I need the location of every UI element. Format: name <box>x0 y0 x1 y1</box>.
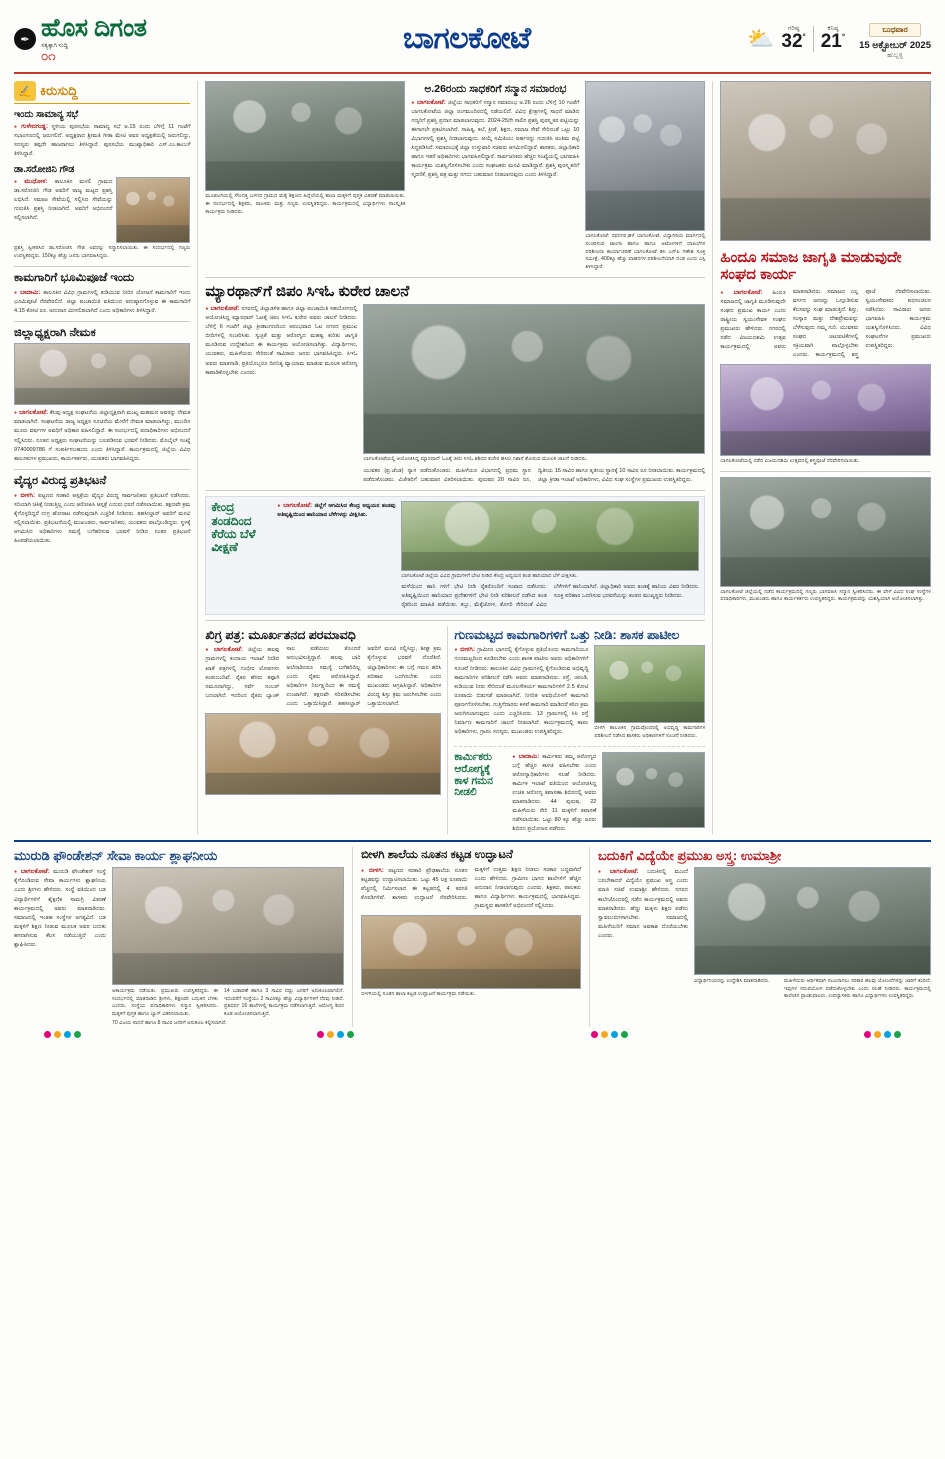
left-story-4 <box>14 475 190 547</box>
masthead <box>14 12 931 74</box>
bottom-2-caption: ಬೀಳಗಿಯಲ್ಲಿ ನೂತನ ಶಾಲಾ ಕಟ್ಟಡ ಉದ್ಘಾಟನೆ ಕಾರ್ಯಕ್ರಮ ನಡೆಯಿತು. <box>361 990 476 997</box>
bottom-3-text-col <box>598 867 688 1000</box>
temp-max-value: 32 <box>781 31 803 53</box>
kendra-text: ಮಳೆಯಿಂದ ಹಾನಿ ಗಳಿಗೆ ಭೇಟಿ ನೀಡಿ ರೈತರೊಂದಿಗೆ ಸಂವಾದ ನಡೆಸಿದರು. ಅತಿವೃಷ್ಟಿಯಿಂದ ಹಾನಿಯಾದ ಪ್ರದೇಶಗಳಿಗೆ ಭೇಟಿ ನೀಡಿ ಪರಿಶೀಲನೆ ನಡೆಸಿದ ತಂಡ ರೈತರಿಂದ ಮಾಹಿತಿ ಪಡೆಯಿತು. ಕಬ್ಬು, ಮೆಕ್ಕೆಜೋಳ, ತೊಗರಿ ಸೇರಿದಂತೆ ವಿವಿಧ ಬೆಳೆಗಳಿಗೆ ಹಾನಿಯಾಗಿದೆ. ಜಿಲ್ಲಾಧಿಕಾರಿ ಅವರು ತಂಡಕ್ಕೆ ಹಾನಿಯ ವಿವರ ನೀಡಿದರು. ಸೂಕ್ತ ಪರಿಹಾರ ಒದಗಿಸುವ ಭರವಸೆಯನ್ನು ತಂಡದ ಮುಖ್ಯಸ್ಥರು ನೀಡಿದರು. <box>401 583 700 609</box>
bottom-1-cap-b: 14 ಬಡಾವಣೆ ಹಾಗೂ 3 ಸಾವಿರ ದಷ್ಟು ಜನರಿಗೆ ಅನುಕೂಲವಾಗಲಿದೆ. ಇದುವರೆಗೆ ಸಂಸ್ಥೆಯು 2 ಸಾವಿರಕ್ಕೂ ಹೆಚ್ಚು ವಿದ್ಯಾರ್ಥಿಗಳಿಗೆ ನೆರವು ನೀಡಿದೆ. ಪ್ರತಿವರ್ಷ 16 ಶಾಲೆಗಳಲ್ಲಿ ಕಾರ್ಯಕ್ರಮ ನಡೆಸಲಾಗುತ್ತಿದೆ. ಆರೋಗ್ಯ ಶಿಬಿರ ಕೂಡ ಆಯೋಜಿಸಲಾಗುತ್ತಿದೆ. <box>224 988 344 1017</box>
bottom-3-kicker: ● ಬಾಗಲಕೋಟೆ: <box>598 868 639 875</box>
hindu-body <box>720 288 931 360</box>
date-block <box>859 18 931 61</box>
group-photo-caption: ಮೂಡಲಗಿಯಲ್ಲಿ ಸೌಂದತ್ತಿ ಬಳಗದ ಗ್ರಾಮದ ಮಕ್ಕೆ ಶಿಕ್ಷಣದ ಹಿನ್ನೆಲೆಯಲ್ಲಿ ಶಾಲಾ ಮಕ್ಕಳಿಗೆ ಪುಸ್ತಕ ವಿತರಣೆ ಮಾಡಲಾಯಿತು. ಈ ಸಂದರ್ಭದಲ್ಲಿ ಶಿಕ್ಷಕರು, ಪಾಲಕರು ಮತ್ತು ಗಣ್ಯರು ಉಪಸ್ಥಿತರಿದ್ದರು. ಕಾರ್ಯಕ್ರಮದಲ್ಲಿ ವಿದ್ಯಾರ್ಥಿಗಳು ಸಾಂಸ್ಕೃತಿಕ ಕಾರ್ಯಕ್ರಮ ನೀಡಿದರು. <box>205 193 406 215</box>
publication-logo[interactable] <box>14 16 147 62</box>
bottom-1-text-col <box>14 867 106 1027</box>
left-story-4-title: ವೈದ್ಯರ ವಿರುದ್ಧ ಪ್ರತಿಭಟನೆ <box>14 474 107 487</box>
kendra-title-col <box>211 501 271 610</box>
bottom-story-2 <box>361 847 581 1027</box>
crop-inspection-photo <box>401 501 699 571</box>
marathon-photo-caption: ಬಾಗಲಕೋಟೆಯಲ್ಲಿ ಆಯೋಜಿಸಿದ್ದ ಮ್ಯಾರಥಾನ್ ಓಟಕ್ಕೆ ಜಿಪಂ ಸಿಇಓ ಶಶಿಧರ ಕುರೇರ ಹಸಿರು ನಿಶಾನೆ ತೋರುವ ಮೂಲಕ ಚಾಲನೆ ನೀಡಿದರು. <box>363 456 588 463</box>
divider-right-1 <box>720 471 931 472</box>
left-story-2-text: ತಾಲೂಕಿನ ವಿವಿಧ ಗ್ರಾಮಗಳಲ್ಲಿ ಕುಡಿಯುವ ನೀರಿನ ಯೋಜನೆ ಕಾಮಗಾರಿಗೆ ಇಂದು ಭೂಮಿಪೂಜೆ ನೆರವೇರಲಿದೆ. ಜಿಲ್ಲಾ ಪಂಚಾಯಿತಿ ವತಿಯಿಂದ ಅನುಷ್ಠಾನಗೊಳ್ಳುವ ಈ ಕಾಮಗಾರಿಗೆ 4.15 ಕೋಟಿ ರೂ. ಅನುದಾನ ಮೀಸಲಿಡಲಾಗಿದೆ ಎಂದು ಅಧಿಕಾರಿಗಳು ತಿಳಿಸಿದ್ದಾರೆ. <box>14 290 191 315</box>
marathon-story <box>205 283 705 485</box>
story-26-kicker: ● ಬಾಗಲಕೋಟೆ: <box>411 99 445 106</box>
brief-1-body <box>14 122 190 159</box>
story-26-title: ಅ.26ರಂದು ಸಾಧಕರಿಗೆ ಸನ್ಮಾನ ಸಮಾರಂಭ <box>424 83 567 95</box>
bottom-1-kicker: ● ಬಾಗಲಕೋಟೆ: <box>14 868 50 875</box>
marathon-text: ನಗರದಲ್ಲಿ ಜಿಲ್ಲಾಡಳಿತ ಹಾಗೂ ಜಿಲ್ಲಾ ಪಂಚಾಯಿತಿ ಸಹಯೋಗದಲ್ಲಿ ಆಯೋಜಿಸಿದ್ದ ಮ್ಯಾರಥಾನ್ ಓಟಕ್ಕೆ ಜಿಪಂ ಸಿಇಓ ಕುರೇರ ಅವರು ಚಾಲನೆ ನೀಡಿದರು. ಬೆಳಿಗ್ಗೆ 6 ಗಂಟೆಗೆ ಜಿಲ್ಲಾ ಕ್ರೀಡಾಂಗಣದಿಂದ ಆರಂಭವಾದ ಓಟ ನಗರದ ಪ್ರಮುಖ ಬೀದಿಗಳಲ್ಲಿ ಸಂಚರಿಸಿತು. ಸ್ವಚ್ಛತೆ ಮತ್ತು ಆರೋಗ್ಯದ ಮಹತ್ವ ಕುರಿತು ಜಾಗೃತಿ ಮೂಡಿಸುವ ಉದ್ದೇಶದಿಂದ ಈ ಕಾರ್ಯಕ್ರಮ ಆಯೋಜಿಸಲಾಗಿತ್ತು. ವಿದ್ಯಾರ್ಥಿಗಳು, ಯುವಕರು, ಮಹಿಳೆಯರು ಸೇರಿದಂತೆ ಸಾವಿರಾರು ಜನರು ಭಾಗವಹಿಸಿದ್ದರು. ಸಿಇಓ ಅವರು ಮಾತನಾಡಿ, ಪ್ರತಿಯೊಬ್ಬರೂ ದಿನನಿತ್ಯ ವ್ಯಾಯಾಮ ಮಾಡುವ ಮೂಲಕ ಆರೋಗ್ಯ ಕಾಪಾಡಿಕೊಳ್ಳಬೇಕು ಎಂದರು. <box>205 306 358 376</box>
bottom-1-cap-a: ಅಕಾರ್ಯಕ್ರಮ ನಡೆಯಿತು. ಪ್ರಮುಖರು ಉಪಸ್ಥಿತರಿದ್ದರು. ಈ ಸಂದರ್ಭದಲ್ಲಿ ಮಾತನಾಡಿದ ಶ್ರೀಗಳು, ಶಿಕ್ಷಣವೇ ಬದುಕಿನ ಬೆಳಕು ಎಂದರು. ಸಂಸ್ಥೆಯ ಪದಾಧಿಕಾರಿಗಳು ಸನ್ಮಾನ ಸ್ವೀಕರಿಸಿದರು. ಮಕ್ಕಳಿಗೆ ಪುಸ್ತಕ ಹಾಗೂ ಬ್ಯಾಗ್ ವಿತರಿಸಲಾಯಿತು. <box>112 988 218 1017</box>
bottom-2-text: ಪಟ್ಟಣದ ಸರಕಾರಿ ಪ್ರೌಢಶಾಲೆಯ ನೂತನ ಕಟ್ಟಡವನ್ನು ಉದ್ಘಾಟಿಸಲಾಯಿತು. ಒಟ್ಟು 45 ಲಕ್ಷ ರೂಪಾಯಿ ವೆಚ್ಚದಲ್ಲಿ ನಿರ್ಮಿಸಲಾದ ಈ ಕಟ್ಟಡದಲ್ಲಿ 4 ತರಗತಿ ಕೊಠಡಿಗಳಿವೆ. ಶಾಸಕರು ಉದ್ಘಾಟನೆ ನೆರವೇರಿಸಿದರು. ಮಕ್ಕಳಿಗೆ ಉತ್ತಮ ಶಿಕ್ಷಣ ನೀಡಲು ಸರಕಾರ ಬದ್ಧವಾಗಿದೆ ಎಂದು ಹೇಳಿದರು. ಗ್ರಾಮೀಣ ಭಾಗದ ಶಾಲೆಗಳಿಗೆ ಹೆಚ್ಚಿನ ಅನುದಾನ ನೀಡಲಾಗುವುದು ಎಂದರು. ಶಿಕ್ಷಕರು, ಪಾಲಕರು ಹಾಗೂ ವಿದ್ಯಾರ್ಥಿಗಳು ಕಾರ್ಯಕ್ರಮದಲ್ಲಿ ಭಾಗವಹಿಸಿದ್ದರು. ಗ್ರಾಮಸ್ಥರು ಶಾಸಕರಿಗೆ ಅಭಿನಂದನೆ ಸಲ್ಲಿಸಿದರು. <box>361 866 581 909</box>
mid-lower-row <box>205 626 705 834</box>
divider-1 <box>14 266 190 267</box>
temp-min <box>821 26 845 53</box>
brief-1-title: ಇಂದು ಸಾಮಾನ್ಯ ಸಭೆ <box>14 109 79 120</box>
hindu-title: ಹಿಂದೂ ಸಮಾಜ ಜಾಗೃತಿ ಮಾಡುವುದೇ ಸಂಘದ ಕಾರ್ಯ <box>720 249 902 284</box>
kendra-story <box>205 496 705 615</box>
brief-item-1 <box>14 109 190 159</box>
khidr-dais-photo <box>205 713 441 795</box>
health-camp-photo <box>602 752 705 828</box>
weather-widget <box>747 26 845 53</box>
guna-photo-col <box>594 645 705 741</box>
umashree-photo <box>694 867 931 975</box>
temp-max-label: ಗರಿಷ್ಠ <box>787 24 800 32</box>
marathon-title: ಮ್ಯಾರಥಾನ್‌ಗೆ ಜಿಪಂ ಸಿಇಓ ಕುರೇರ ಚಾಲನೆ <box>205 282 410 300</box>
reg-dots-1 <box>44 1031 81 1038</box>
karmikara-story <box>454 752 705 834</box>
logo-emblem-icon: ✒ <box>14 28 36 50</box>
inspection-photo <box>594 645 705 723</box>
karmikara-text: ಕಾರ್ಮಿಕರು ತಮ್ಮ ಆರೋಗ್ಯದ ಬಗ್ಗೆ ಹೆಚ್ಚಿನ ಕಾಳಜಿ ವಹಿಸಬೇಕು ಎಂದು ಆರೋಗ್ಯಾಧಿಕಾರಿಗಳು ಸಲಹೆ ನೀಡಿದರು. ಕಾರ್ಮಿಕ ಇಲಾಖೆ ವತಿಯಿಂದ ಆಯೋಜಿಸಿದ್ದ ಉಚಿತ ಆರೋಗ್ಯ ತಪಾಸಣಾ ಶಿಬಿರದಲ್ಲಿ ಅವರು ಮಾತನಾಡಿದರು. 44 ಪುರುಷ, 22 ಮಹಿಳೆಯರು ಸೇರಿ 11 ಮಕ್ಕಳಿಗೆ ತಪಾಸಣೆ ನಡೆಸಲಾಯಿತು. ಒಟ್ಟು 80 ಕ್ಕೂ ಹೆಚ್ಚು ಜನರು ಶಿಬಿರದ ಪ್ರಯೋಜನ ಪಡೆದರು. <box>512 754 597 833</box>
brief-1-text: ಸ್ಥಳೀಯ ಪುರಸಭೆಯ ಸಾಮಾನ್ಯ ಸಭೆ ಅ.15 ರಂದು ಬೆಳಿಗ್ಗೆ 11 ಗಂಟೆಗೆ ಸಭಾಂಗಣದಲ್ಲಿ ಜರುಗಲಿದೆ. ಅಧ್ಯಕ್ಷರಾದ ಶ್ರೀಮತಿ ಗೀತಾ ಮೇಟಿ ಅವರ ಅಧ್ಯಕ್ಷತೆಯಲ್ಲಿ ಜರುಗಲಿದ್ದು, ಸದಸ್ಯರು ತಪ್ಪದೇ ಹಾಜರಾಗಲು ತಿಳಿಸಿದ್ದಾರೆ. ಪುರಸಭೆಯ ಮುಖ್ಯಾಧಿಕಾರಿ ಎಸ್.ಎಂ.ಕಾಂಬಳೆ ತಿಳಿಸಿದ್ದಾರೆ. <box>14 124 191 158</box>
temp-min-value: 21 <box>820 31 842 53</box>
bottom-story-3 <box>598 847 931 1027</box>
marathon-text-col <box>205 304 357 485</box>
marathon-photo-col <box>363 304 705 485</box>
kendra-kicker: ● ಬಾಗಲಕೋಟೆ: <box>277 502 312 509</box>
left-story-4-body <box>14 491 190 546</box>
left-story-3-body <box>14 408 190 463</box>
bottom-story-1 <box>14 847 344 1027</box>
bottom-1-photo-col <box>112 867 344 1027</box>
school-building-photo <box>361 915 581 989</box>
bottom-3-photo-col <box>694 867 931 1000</box>
degree-symbol: ° <box>802 33 806 43</box>
column-rule-4 <box>589 847 590 1027</box>
hand-pen-icon: ✍ <box>14 81 36 101</box>
marathon-kicker: ● ಬಾಗಲಕೋಟೆ: <box>205 305 239 312</box>
khidr-title: ಖಿಗ್ರ ಪತ್ರ: ಮೂರ್ಖತನದ ಪರಮಾವಧಿ <box>205 628 356 643</box>
left-story-3 <box>14 327 190 464</box>
story-26-body <box>411 98 579 180</box>
kendra-lede-col <box>277 501 395 610</box>
left-story-2 <box>14 272 190 316</box>
karmikara-body <box>512 752 596 834</box>
left-story-2-kicker: ● ಬಾದಾಮಿ: <box>14 289 41 296</box>
guna-kicker: ● ಬೀಳಗಿ: <box>454 646 474 653</box>
left-story-4-text: ಪಟ್ಟಣದ ಸರಕಾರಿ ಆಸ್ಪತ್ರೆಯ ವೈದ್ಯರ ವಿರುದ್ಧ ಸಾರ್ವಜನಿಕರು ಪ್ರತಿಭಟನೆ ನಡೆಸಿದರು. ಸರಿಯಾಗಿ ಚಿಕಿತ್ಸೆ ನೀಡುತ್ತಿಲ್ಲ ಎಂದು ಆರೋಪಿಸಿ ಆಸ್ಪತ್ರೆ ಎದುರು ಧರಣಿ ನಡೆಸಲಾಯಿತು. ತಕ್ಷಣವೇ ಕ್ರಮ ಕೈಗೊಳ್ಳದಿದ್ದರೆ ಉಗ್ರ ಹೋರಾಟ ನಡೆಸುವುದಾಗಿ ಎಚ್ಚರಿಕೆ ನೀಡಿದರು. ತಹಸೀಲ್ದಾರ್ ಅವರಿಗೆ ಮನವಿ ಸಲ್ಲಿಸಲಾಯಿತು. ಪ್ರತಿಭಟನೆಯಲ್ಲಿ ಮುಖಂಡರು, ಸಾರ್ವಜನಿಕರು, ಯುವಕರು ಪಾಲ್ಗೊಂಡಿದ್ದರು. ಸ್ಥಳಕ್ಕೆ ಆಗಮಿಸಿದ ಅಧಿಕಾರಿಗಳು ಸಮಸ್ಯೆ ಬಗೆಹರಿಸುವ ಭರವಸೆ ನೀಡಿದ ನಂತರ ಪ್ರತಿಭಟನೆ ಹಿಂಪಡೆಯಲಾಯಿತು. <box>14 492 191 545</box>
publication-name: ಹೊಸ ದಿಗಂತ <box>41 14 147 42</box>
weather-divider <box>813 26 814 52</box>
group-photo <box>205 81 405 191</box>
temp-max <box>781 26 805 53</box>
kendra-lede: ಜಿಲ್ಲೆಗೆ ಆಗಮಿಸಿದ ಕೇಂದ್ರ ಅಧ್ಯಯನ ತಂಡವು ಅತಿವೃಷ್ಟಿಯಿಂದ ಹಾನಿಯಾದ ಬೆಳೆಗಳನ್ನು ವೀಕ್ಷಿಸಿತು. <box>277 503 396 519</box>
kirusudhi-title: ಕಿರುಸುದ್ದಿ <box>40 83 78 98</box>
column-rule-1 <box>197 81 198 834</box>
brief-2-kicker: ● ಮುಧೋಳ: <box>14 178 48 185</box>
left-story-4-kicker: ● ಬೀಳಗಿ: <box>14 492 35 499</box>
brief-2-body <box>14 177 112 243</box>
right-lower-photo <box>720 477 931 587</box>
temp-min-label: ಕನಿಷ್ಠ <box>827 24 839 32</box>
column-rule-2 <box>712 81 713 834</box>
bottom-1-cap-c: 70 ವಿಜಯ ಸಾಧನೆ ಹಾಗೂ 8 ಸಾವಿರ ಜನರಿಗೆ ಅನುಕೂಲ ಕಲ್ಪಿಸಲಾಗಿದೆ. <box>112 1019 227 1026</box>
brief-2-text: ತಾಲೂಕಿನ ಮಳಲಿ ಗ್ರಾಮದ ಡಾ.ಸರೋಜಿನಿ ಗೌಡ ಅವರಿಗೆ ರಾಜ್ಯ ಮಟ್ಟದ ಪ್ರಶಸ್ತಿ ಲಭಿಸಿದೆ. ಸಮಾಜ ಸೇವೆಯಲ್ಲಿ ಸಲ್ಲಿಸಿದ ಸೇವೆಯನ್ನು ಗುರುತಿಸಿ ಪ್ರಶಸ್ತಿ ನೀಡಲಾಗಿದೆ. ಅವರಿಗೆ ಅಭಿನಂದನೆ ಸಲ್ಲಿಸಲಾಗಿದೆ. <box>14 179 113 222</box>
vijayadashami-photo <box>720 364 931 456</box>
bottom-1-body <box>14 867 106 949</box>
award-photo-caption: ಪ್ರಶಸ್ತಿ ಸ್ವೀಕರಿಸಿದ ಡಾ.ಸರೋಜಿನಿ ಗೌಡ ಅವರನ್ನು ಸನ್ಮಾನಿಸಲಾಯಿತು. ಈ ಸಂದರ್ಭದಲ್ಲಿ ಗಣ್ಯರು ಉಪಸ್ಥಿತರಿದ್ದರು. 150ಕ್ಕೂ ಹೆಚ್ಚು ಜನರು ಭಾಗವಹಿಸಿದ್ದರು. <box>14 245 191 259</box>
auto-photo-caption: ಬಾಗಲಕೋಟೆ: ನವನಗರ,ಹಳೆ ಬಾಗಲಕೋಟೆ, ವಿದ್ಯಾಗಿರಿಯ ಮಾರ್ಗದಲ್ಲಿ ಸಂಚರಿಸುವ ಟಾಂಗಾ ಹಾಗೂ ಹಾಗೂ ಆಟೋಗಳಿಗೆ ದಾಖಲೆಗಳ ಪರಿಶೀಲನಾ ಕಾರ್ಯಾಚರಣೆ ಬಾಗಲಕೋಟೆ ಡಿಸಿ ಎಸ್‌ಪಿ ಗಣೇಶ ಸೂಕ್ತ ಸಮೀಕ್ಷೆ. 400ಕ್ಕೂ ಹೆಚ್ಚು ವಾಹನಗಳ ಪರಿಶೀಲನೆಯಾಗಿ ದಂಡ ಎಂದು ಎಸ್ಪಿ ತಿಳಿಸಿದ್ದಾರೆ. <box>585 233 706 271</box>
mid-top-photo-block <box>205 81 405 272</box>
bottom-1-title: ಮುರುಡಿ ಫೌಂಡೇಶನ್ ಸೇವಾ ಕಾರ್ಯ ಶ್ಲಾಘನೀಯ <box>14 848 218 864</box>
divider-mid-2 <box>205 490 705 491</box>
mid-top-row <box>205 81 705 272</box>
guna-title: ಗುಣಮಟ್ಟದ ಕಾಮಗಾರಿಗಳಿಗೆ ಒತ್ತು ನೀಡಿ: ಶಾಸಕ ಪಾಟೀಲ <box>454 628 680 643</box>
khidr-kicker: ● ಬಾಗಲಕೋಟೆ: <box>205 646 242 653</box>
guna-body <box>454 645 588 736</box>
divider-mid-1 <box>205 277 705 278</box>
karmikara-photo-col <box>602 752 705 834</box>
marathon-body <box>205 304 357 377</box>
left-story-3-kicker: ● ಬಾಗಲಕೋಟೆ: <box>14 409 48 416</box>
guna-row <box>454 645 705 741</box>
bottom-3-cap-right: ಮಹಿಳೆಯರು ಆರ್ಥಿಕವಾಗಿ ಸಬಲರಾಗಲು ಸರಕಾರ ಹಲವು ಯೋಜನೆಗಳನ್ನು ಜಾರಿಗೆ ತಂದಿದೆ. ಇವುಗಳ ಸದುಪಯೋಗ ಪಡೆದುಕೊಳ್ಳಬೇಕು ಎಂದು ಸಲಹೆ ನೀಡಿದರು. ಕಾರ್ಯಕ್ರಮದಲ್ಲಿ ಕಾಲೇಜಿನ ಪ್ರಾಂಶುಪಾಲರು, ಉಪನ್ಯಾಸಕರು ಹಾಗೂ ವಿದ್ಯಾರ್ಥಿಗಳು ಉಪಸ್ಥಿತರಿದ್ದರು. <box>784 978 931 1000</box>
left-story-2-title: ಕಾಮಗಾರಿಗೆ ಭೂಮಿಪೂಜೆ ಇಂದು <box>14 271 135 284</box>
story-26-block <box>411 81 579 272</box>
kendra-photo-caption: ಬಾಗಲಕೋಟೆ ಜಿಲ್ಲೆಯ ವಿವಿಧ ಗ್ರಾಮಗಳಿಗೆ ಭೇಟಿ ನೀಡಿದ ಕೇಂದ್ರ ಅಧ್ಯಯನ ತಂಡ ಹಾನಿಯಾದ ಬೆಳೆ ವೀಕ್ಷಿಸಿತು. <box>401 573 578 580</box>
bottom-3-text: ಬದುಕಿನಲ್ಲಿ ಮುಂದೆ ಬರಬೇಕಾದರೆ ವಿದ್ಯೆಯೇ ಪ್ರಮುಖ ಅಸ್ತ್ರ ಎಂದು ಮಾಜಿ ಸಚಿವೆ ಉಮಾಶ್ರೀ ಹೇಳಿದರು. ನಗರದ ಕಾಲೇಜೊಂದರಲ್ಲಿ ನಡೆದ ಕಾರ್ಯಕ್ರಮದಲ್ಲಿ ಅವರು ಮಾತನಾಡಿದರು. ಹೆಣ್ಣು ಮಕ್ಕಳು ಶಿಕ್ಷಣ ಪಡೆದು ಸ್ವಾವಲಂಬಿಗಳಾಗಬೇಕು. ಸಮಾಜದಲ್ಲಿ ಮಹಿಳೆಯರಿಗೆ ಸಮಾನ ಅವಕಾಶ ದೊರೆಯಬೇಕು ಎಂದರು. <box>598 869 688 939</box>
reg-dots-4 <box>864 1031 901 1038</box>
bottom-3-body <box>598 867 688 940</box>
column-rule-3 <box>352 847 353 1027</box>
sun-cloud-icon: ⛅ <box>746 26 775 51</box>
karmikara-title-col <box>454 752 506 834</box>
auto-rickshaw-photo <box>585 81 705 231</box>
page-content <box>14 81 931 834</box>
day-of-week: ಬುಧವಾರ <box>869 23 920 37</box>
foundation-photo <box>112 867 344 985</box>
guna-text-col <box>454 645 588 741</box>
appointment-photo <box>14 343 190 405</box>
marathon-flagoff-photo <box>363 304 705 454</box>
bottom-2-kicker: ● ಬೀಳಗಿ: <box>361 867 384 874</box>
brief-1-kicker: ● ಗುಳೇದಗುಡ್ಡ: <box>14 123 48 130</box>
kendra-title: ಕೇಂದ್ರ ತಂಡದಿಂದ ಕೆರೆಯ ಬೆಳೆ ವೀಕ್ಷಣೆ <box>211 500 256 555</box>
hindu-kicker: ● ಬಾಗಲಕೋಟೆ: <box>720 289 762 296</box>
guna-text: ಗ್ರಾಮೀಣ ಭಾಗದಲ್ಲಿ ಕೈಗೊಳ್ಳುವ ಪ್ರತಿಯೊಂದು ಕಾಮಗಾರಿಯೂ ಗುಣಮಟ್ಟದಿಂದ ಕೂಡಿರಬೇಕು ಎಂದು ಶಾಸಕ ಪಾಟೀಲ ಅವರು ಅಧಿಕಾರಿಗಳಿಗೆ ಸೂಚನೆ ನೀಡಿದರು. ತಾಲೂಕಿನ ವಿವಿಧ ಗ್ರಾಮಗಳಲ್ಲಿ ಕೈಗೊಂಡಿರುವ ಅಭಿವೃದ್ಧಿ ಕಾಮಗಾರಿಗಳ ಪರಿಶೀಲನೆ ನಡೆಸಿ ಅವರು ಮಾತನಾಡಿದರು. ರಸ್ತೆ, ಚರಂಡಿ, ಕುಡಿಯುವ ನೀರು ಸೇರಿದಂತೆ ಮೂಲಸೌಕರ್ಯ ಕಾಮಗಾರಿಗಳಿಗೆ 2.5 ಕೋಟಿ ರೂಪಾಯಿ ಬಿಡುಗಡೆ ಮಾಡಲಾಗಿದೆ. ನಿಗದಿತ ಅವಧಿಯೊಳಗೆ ಕಾಮಗಾರಿ ಪೂರ್ಣಗೊಳಿಸಬೇಕು. ಗುತ್ತಿಗೆದಾರರು ಕಳಪೆ ಕಾಮಗಾರಿ ಮಾಡಿದರೆ ಕಠಿಣ ಕ್ರಮ ಜರುಗಿಸಲಾಗುವುದು ಎಂದು ಎಚ್ಚರಿಸಿದರು. 13 ಗ್ರಾಮಗಳಲ್ಲಿ ಸಿಸಿ ರಸ್ತೆ ನಿರ್ಮಾಣ ಕಾಮಗಾರಿಗೆ ಚಾಲನೆ ನೀಡಲಾಗಿದೆ. ಕಾರ್ಯಕ್ರಮದಲ್ಲಿ ತಾಪಂ ಅಧಿಕಾರಿಗಳು, ಗ್ರಾಪಂ ಸದಸ್ಯರು, ಮುಖಂಡರು ಉಪಸ್ಥಿತರಿದ್ದರು. <box>454 647 589 735</box>
middle-column <box>205 81 705 834</box>
karmikara-title: ಕಾರ್ಮಿಕರು ಆರೋಗ್ಯಕ್ಕೆ ಕಾಳ ಗಮನ ನೀಡಲಿ <box>454 751 493 799</box>
edition-title: ಬಾಗಲಕೋಟೆ <box>402 22 531 55</box>
divider-3 <box>14 469 190 470</box>
karmikara-kicker: ● ಬಾದಾಮಿ: <box>512 753 539 760</box>
bottom-2-body <box>361 866 581 911</box>
divider-2 <box>14 321 190 322</box>
left-story-2-body <box>14 288 190 316</box>
publication-date: 15 ಅಕ್ಟೋಬರ್ 2025 <box>859 39 931 51</box>
divider-mid-3 <box>205 620 705 621</box>
kirusudhi-header <box>14 81 190 104</box>
bottom-2-title: ಬೀಳಗಿ ಶಾಲೆಯ ನೂತನ ಕಟ್ಟಡ ಉದ್ಘಾಟನೆ <box>361 849 513 862</box>
page-number: ೦೧ <box>41 48 56 63</box>
bottom-3-title: ಬದುಕಿಗೆ ವಿದ್ಯೆಯೇ ಪ್ರಮುಖ ಅಸ್ತ್ರ: ಉಮಾಶ್ರೀ <box>598 848 782 864</box>
left-column <box>14 81 190 834</box>
guna-photo-caption: ಬೀಳಗಿ ತಾಲೂಕಿನ ಗ್ರಾಮವೊಂದರಲ್ಲಿ ಅಭಿವೃದ್ಧಿ ಕಾಮಗಾರಿಗಳ ಪರಿಶೀಲನೆ ನಡೆಸಿದ ಶಾಸಕರು ಅಧಿಕಾರಿಗಳಿಗೆ ಸೂಚನೆ ನೀಡಿದರು. <box>594 725 706 740</box>
hindu-photo-caption: ಬಾಗಲಕೋಟೆಯಲ್ಲಿ ನಡೆದ ವಿಜಯದಶಮಿ ಉತ್ಸವದಲ್ಲಿ ಶಸ್ತ್ರಪೂಜೆ ನೆರವೇರಿಸಲಾಯಿತು. <box>720 457 860 464</box>
marathon-text-2: ಯುವಕರ (ಪ್ರ.ಜೆಂಡ) ನ್ಯಾಸ ಪಡೆದುಕೊಂಡರು. ಮಹಿಳೆಯರ ವಿಭಾಗದಲ್ಲಿ ಪ್ರಥಮ ಸ್ಥಾನ ಪಡೆದುಕೊಂಡರು. ವಿಜೇತರಿಗೆ ಬಹುಮಾನ ವಿತರಿಸಲಾಯಿತು. ಪುರುಷರ 20 ಸಾವಿರ ರೂ, ದ್ವಿತೀಯ 15 ಸಾವಿರ ಹಾಗೂ ತೃತೀಯ ಸ್ಥಾನಕ್ಕೆ 10 ಸಾವಿರ ರೂ ನೀಡಲಾಯಿತು. ಕಾರ್ಯಕ್ರಮದಲ್ಲಿ ಜಿಲ್ಲಾ ಕ್ರೀಡಾ ಇಲಾಖೆ ಅಧಿಕಾರಿಗಳು, ವಿವಿಧ ಸಂಘ ಸಂಸ್ಥೆಗಳ ಪ್ರಮುಖರು ಉಪಸ್ಥಿತರಿದ್ದರು. <box>363 468 706 484</box>
kendra-photo-col <box>401 501 699 610</box>
auto-photo-block <box>585 81 705 272</box>
divider-mid-4 <box>454 746 705 747</box>
brief-item-2 <box>14 164 190 261</box>
registration-marks <box>14 1031 931 1038</box>
khidr-text: ಜಿಲ್ಲೆಯ ಹಲವು ಗ್ರಾಮಗಳಲ್ಲಿ ಕಂದಾಯ ಇಲಾಖೆ ನೀಡಿದ ಖಾತೆ ಪತ್ರಗಳಲ್ಲಿ ಗಂಭೀರ ಲೋಪಗಳು ಕಂಡುಬಂದಿವೆ. ರೈತರ ಹೆಸರು ತಪ್ಪಾಗಿ ನಮೂದಾಗಿದ್ದು, ಸರ್ವೆ ನಂಬರ್ ಬದಲಾಗಿದೆ. ಇದರಿಂದ ರೈತರು ಬ್ಯಾಂಕ್ ಸಾಲ ಪಡೆಯಲು ತೊಂದರೆ ಅನುಭವಿಸುತ್ತಿದ್ದಾರೆ. ಹಲವು ಬಾರಿ ಅಲೆದಾಡಿದರೂ ಸಮಸ್ಯೆ ಬಗೆಹರಿದಿಲ್ಲ ಎಂದು ರೈತರು ಆರೋಪಿಸಿದ್ದಾರೆ. ಅಧಿಕಾರಿಗಳ ನಿರ್ಲಕ್ಷ್ಯದಿಂದ ಈ ಸಮಸ್ಯೆ ಉಂಟಾಗಿದೆ. ತಕ್ಷಣವೇ ಸರಿಪಡಿಸಬೇಕು ಎಂದು ಒತ್ತಾಯಿಸಿದ್ದಾರೆ. ತಹಸೀಲ್ದಾರ್ ಅವರಿಗೆ ಮನವಿ ಸಲ್ಲಿಸಿದ್ದು, ಶೀಘ್ರ ಕ್ರಮ ಕೈಗೊಳ್ಳುವ ಭರವಸೆ ದೊರೆತಿದೆ. ಜಿಲ್ಲಾಧಿಕಾರಿಗಳು ಈ ಬಗ್ಗೆ ಗಮನ ಹರಿಸಿ ಪರಿಹಾರ ಒದಗಿಸಬೇಕು ಎಂದು ಮುಖಂಡರು ಆಗ್ರಹಿಸಿದ್ದಾರೆ. ಅಧಿಕಾರಿಗಳ ವಿರುದ್ಧ ಶಿಸ್ತು ಕ್ರಮ ಜರುಗಿಸಬೇಕು ಎಂದು ಒತ್ತಾಯಿಸಲಾಗಿದೆ. <box>205 646 442 707</box>
marathon-row <box>205 304 705 485</box>
kendra-lede-body <box>277 501 395 520</box>
story-26-text: ಜಿಲ್ಲೆಯ ಸಾಧಕರಿಗೆ ಸನ್ಮಾನ ಸಮಾರಂಭ ಅ.26 ರಂದು ಬೆಳಿಗ್ಗೆ 10 ಗಂಟೆಗೆ ಬಾಗಲಕೋಟೆಯ ಜಿಲ್ಲಾ ರಂಗಮಂದಿರದಲ್ಲಿ ನಡೆಯಲಿದೆ. ವಿವಿಧ ಕ್ಷೇತ್ರಗಳಲ್ಲಿ ಸಾಧನೆ ಮಾಡಿದ ಗಣ್ಯರಿಗೆ ಪ್ರಶಸ್ತಿ ಪ್ರದಾನ ಮಾಡಲಾಗುವುದು. 2024-25ನೇ ಸಾಲಿನ ಪ್ರಶಸ್ತಿ ಪುರಸ್ಕೃತರ ಪಟ್ಟಿಯನ್ನು ಈಗಾಗಲೇ ಪ್ರಕಟಿಸಲಾಗಿದೆ. ಸಾಹಿತ್ಯ, ಕಲೆ, ಕ್ರೀಡೆ, ಶಿಕ್ಷಣ, ಸಮಾಜ ಸೇವೆ ಸೇರಿದಂತೆ ಒಟ್ಟು 10 ವಿಭಾಗಗಳಲ್ಲಿ ಪ್ರಶಸ್ತಿ ನೀಡಲಾಗುವುದು. ಆಯ್ಕೆ ಸಮಿತಿಯು ಅರ್ಹರನ್ನು ಗುರುತಿಸಿ ಅಂತಿಮ ಪಟ್ಟಿ ಸಿದ್ಧಪಡಿಸಿದೆ. ಸಮಾರಂಭಕ್ಕೆ ಜಿಲ್ಲಾ ಉಸ್ತುವಾರಿ ಸಚಿವರು ಆಗಮಿಸಲಿದ್ದಾರೆ. ಶಾಸಕರು, ಜಿಲ್ಲಾಧಿಕಾರಿ ಹಾಗೂ ಇತರೆ ಅಧಿಕಾರಿಗಳು ಭಾಗವಹಿಸಲಿದ್ದಾರೆ. ಸಾರ್ವಜನಿಕರು ಹೆಚ್ಚಿನ ಸಂಖ್ಯೆಯಲ್ಲಿ ಭಾಗವಹಿಸಿ ಕಾರ್ಯಕ್ರಮ ಯಶಸ್ವಿಗೊಳಿಸಬೇಕು ಎಂದು ಸಂಘಟಕರು ಮನವಿ ಮಾಡಿದ್ದಾರೆ. ಪ್ರಶಸ್ತಿ ಪುರಸ್ಕೃತರಿಗೆ ಸ್ಮರಣಿಕೆ, ಪ್ರಶಸ್ತಿ ಪತ್ರ ಮತ್ತು ನಗದು ಬಹುಮಾನ ನೀಡಲಾಗುವುದು ಎಂದು ತಿಳಿಸಿದ್ದಾರೆ. <box>411 100 580 179</box>
karmikara-text-col <box>512 752 596 834</box>
bottom-3-cap-left: ವಿದ್ಯಾರ್ಥಿನಿಯರನ್ನು ಉದ್ದೇಶಿಸಿ ಮಾತನಾಡಿದರು. <box>694 978 770 985</box>
right-column <box>720 81 931 834</box>
brief-2-title: ಡಾ.ಸರೋಜಿನಿ ಗೌಡ <box>14 164 75 176</box>
left-story-3-title: ಜಿಲ್ಲಾಧ್ಯಕ್ಷರಾಗಿ ನೇಮಕ <box>14 327 96 340</box>
right-top-photo <box>720 81 931 241</box>
bottom-strip <box>14 840 931 1027</box>
reg-dots-3 <box>591 1031 628 1038</box>
publication-tagline: ಸತ್ಯಕ್ಕಾಗಿ ಸುದ್ದಿ <box>41 43 69 49</box>
right-lower-caption: ಬಾಗಲಕೋಟೆ ಜಿಲ್ಲೆಯಲ್ಲಿ ನಡೆದ ಕಾರ್ಯಕ್ರಮದಲ್ಲಿ ಗಣ್ಯರು ಭಾಗವಹಿಸಿ ಸನ್ಮಾನ ಸ್ವೀಕರಿಸಿದರು. ಈ ವೇಳೆ ವಿವಿಧ ಸಂಘ ಸಂಸ್ಥೆಗಳ ಪದಾಧಿಕಾರಿಗಳು, ಮುಖಂಡರು ಹಾಗೂ ಕಾರ್ಯಕರ್ತರು ಉಪಸ್ಥಿತರಿದ್ದರು. ಕಾರ್ಯಕ್ರಮವನ್ನು ಯಶಸ್ವಿಯಾಗಿ ಆಯೋಜಿಸಲಾಗಿತ್ತು. <box>720 588 931 603</box>
hindu-text: ಹಿಂದೂ ಸಮಾಜದಲ್ಲಿ ಜಾಗೃತಿ ಮೂಡಿಸುವುದೇ ಸಂಘದ ಪ್ರಮುಖ ಕಾರ್ಯ ಎಂದು ರಾಷ್ಟ್ರೀಯ ಸ್ವಯಂಸೇವಕ ಸಂಘದ ಪ್ರಮುಖರು ಹೇಳಿದರು. ನಗರದಲ್ಲಿ ನಡೆದ ವಿಜಯದಶಮಿ ಉತ್ಸವ ಕಾರ್ಯಕ್ರಮದಲ್ಲಿ ಅವರು ಮಾತನಾಡಿದರು. ಸಮಾಜದ ಎಲ್ಲ ವರ್ಗದ ಜನರನ್ನು ಒಗ್ಗೂಡಿಸುವ ಕೆಲಸವನ್ನು ಸಂಘ ಮಾಡುತ್ತಿದೆ. ಶಿಸ್ತು, ಸಂಸ್ಕಾರ ಮತ್ತು ದೇಶಪ್ರೇಮವನ್ನು ಬೆಳೆಸುವುದು ನಮ್ಮ ಗುರಿ. ಯುವಕರು ಸಂಘದ ಚಟುವಟಿಕೆಗಳಲ್ಲಿ ಸಕ್ರಿಯವಾಗಿ ಪಾಲ್ಗೊಳ್ಳಬೇಕು ಎಂದರು. ಕಾರ್ಯಕ್ರಮದಲ್ಲಿ ಶಸ್ತ್ರ ಪೂಜೆ ನೆರವೇರಿಸಲಾಯಿತು. ಸ್ವಯಂಸೇವಕರು ಪಥಸಂಚಲನ ನಡೆಸಿದರು. ಸಾವಿರಾರು ಜನರು ಭಾಗವಹಿಸಿ ಕಾರ್ಯಕ್ರಮ ಯಶಸ್ವಿಗೊಳಿಸಿದರು. ವಿವಿಧ ಸಂಘಟನೆಗಳ ಪ್ರಮುಖರು ಉಪಸ್ಥಿತರಿದ್ದರು. <box>720 288 931 358</box>
award-photo <box>116 177 190 243</box>
degree-symbol-2: ° <box>841 33 846 43</box>
left-story-3-text: ಕೆಲವು ಅಧ್ಯಕ್ಷ ಸಂಘಟನೆಯ ಜಿಲ್ಲಾಧ್ಯಕ್ಷರಾಗಿ ಮುಖ್ಯ ಮಹಮದ ಅವರನ್ನು ನೇಮಕ ಮಾಡಲಾಗಿದೆ. ಸಂಘಟನೆಯ ರಾಜ್ಯ ಅಧ್ಯಕ್ಷರ ಸೂಚನೆಯ ಮೇರೆಗೆ ನೇಮಕ ಮಾಡಲಾಗಿದ್ದು, ಮುಂದಿನ ಮೂರು ವರ್ಷಗಳ ಅವಧಿಗೆ ಅಧಿಕಾರ ವಹಿಸಲಿದ್ದಾರೆ. ಈ ಸಂದರ್ಭದಲ್ಲಿ ಪದಾಧಿಕಾರಿಗಳು ಅಭಿನಂದನೆ ಸಲ್ಲಿಸಿದರು. ನೂತನ ಅಧ್ಯಕ್ಷರು ಸಂಘಟನೆಯನ್ನು ಬಲಪಡಿಸುವ ಭರವಸೆ ನೀಡಿದರು. ಮೊಬೈಲ್ ಸಂಖ್ಯೆ 9740009786 ಗೆ ಸಂಪರ್ಕಿಸಬಹುದು ಎಂದು ತಿಳಿಸಿದ್ದಾರೆ. ಕಾರ್ಯಕ್ರಮದಲ್ಲಿ ಜಿಲ್ಲೆಯ ವಿವಿಧ ತಾಲೂಕುಗಳ ಪ್ರಮುಖರು, ಕಾರ್ಯಕರ್ತರು, ಯುವಕರು ಭಾಗವಹಿಸಿದ್ದರು. <box>14 410 191 462</box>
reg-dots-2 <box>317 1031 354 1038</box>
edition-city: ಹುಬ್ಬಳ್ಳಿ <box>887 52 903 60</box>
guna-story <box>454 626 705 834</box>
khidr-body <box>205 645 441 708</box>
khidr-story <box>205 626 441 834</box>
column-rule-mid <box>447 626 448 834</box>
bottom-1-text: ಮುರುಡಿ ಫೌಂಡೇಶನ್ ಸಂಸ್ಥೆ ಕೈಗೊಂಡಿರುವ ಸೇವಾ ಕಾರ್ಯಗಳು ಶ್ಲಾಘನೀಯ ಎಂದು ಶ್ರೀಗಳು ಹೇಳಿದರು. ಸಂಸ್ಥೆ ವತಿಯಿಂದ ಬಡ ವಿದ್ಯಾರ್ಥಿಗಳಿಗೆ ಶೈಕ್ಷಣಿಕ ಸಾಮಗ್ರಿ ವಿತರಣೆ ಕಾರ್ಯಕ್ರಮದಲ್ಲಿ ಅವರು ಮಾತನಾಡಿದರು. ಸಮಾಜದಲ್ಲಿ ಇಂತಹ ಸಂಸ್ಥೆಗಳ ಅಗತ್ಯವಿದೆ. ಬಡ ಮಕ್ಕಳಿಗೆ ಶಿಕ್ಷಣ ನೀಡುವ ಮೂಲಕ ಅವರ ಬದುಕು ಹಸನಾಗಿಸುವ ಕೆಲಸ ನಡೆಯುತ್ತಿದೆ ಎಂದು ಶ್ಲಾಘಿಸಿದರು. <box>14 869 106 948</box>
